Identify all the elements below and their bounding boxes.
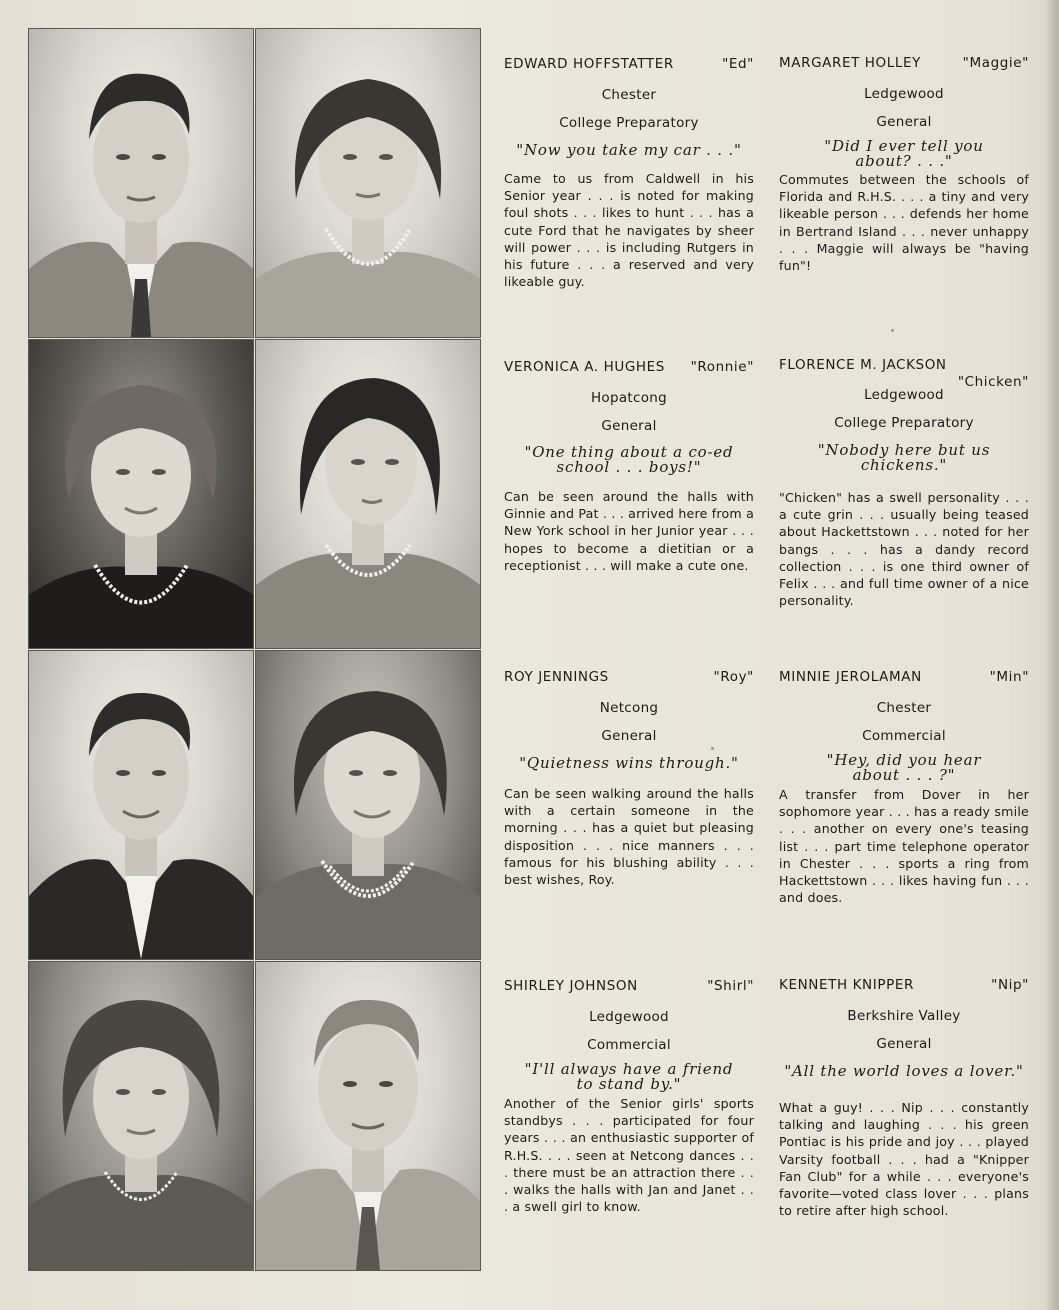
student-course: Commercial: [862, 728, 946, 744]
student-quote: "All the world loves a lover.": [784, 1062, 1024, 1080]
portrait-photo: [28, 339, 254, 649]
portrait-photo: [28, 961, 254, 1271]
student-name: KENNETH KNIPPER: [779, 977, 914, 993]
student-entry: [779, 669, 1029, 906]
student-course: Commercial: [587, 1037, 671, 1053]
portrait-photo: [255, 650, 481, 960]
student-nickname: "Ronnie": [690, 359, 754, 375]
student-nickname: "Roy": [713, 669, 754, 685]
student-nickname: "Ed": [722, 56, 754, 72]
student-nickname: "Min": [989, 669, 1029, 685]
student-name: ROY JENNINGS: [504, 669, 609, 685]
portrait-photo: [255, 961, 481, 1271]
print-speck: [711, 747, 714, 750]
student-town: Hopatcong: [590, 390, 668, 406]
student-course: General: [601, 418, 657, 434]
student-name: FLORENCE M. JACKSON: [779, 357, 947, 373]
student-description: Came to us from Caldwell in his Senior year . . . is noted for making foul shots . . . likes to hunt . . . has a cute Ford that he navigates by sheer will power . . . is including Rutgers in his future . . . a reserved and very likeable guy.: [504, 171, 754, 290]
student-quote: "Nobody here but us chickens.": [817, 441, 991, 474]
student-entry: [504, 56, 754, 290]
student-town: Berkshire Valley: [847, 1008, 961, 1024]
student-nickname: "Maggie": [962, 55, 1029, 71]
student-quote: "Did I ever tell you about? . . .": [824, 137, 984, 170]
student-entry: [779, 357, 1029, 609]
student-town: Netcong: [599, 700, 659, 716]
student-name: MARGARET HOLLEY: [779, 55, 922, 71]
student-name: VERONICA A. HUGHES: [504, 359, 665, 375]
student-description: Can be seen around the halls with Ginnie and Pat . . . arrived here from a New York school in her Junior year . . . hopes to become a dietitian or a receptionist . . . will make a cute one.: [504, 489, 754, 573]
portrait-photo: [255, 28, 481, 338]
student-nickname: "Chicken": [957, 374, 1029, 390]
student-entry: [504, 978, 754, 1215]
page-edge-shadow: [1045, 0, 1059, 1310]
student-description: Another of the Senior girls' sports standbys . . . participated for four years . . . an enthusiastic supporter of R.H.S. . . . seen at Netcong dances . . . there must be an attraction there . . . walks the halls with Jan and Janet . . . a swell girl to know.: [504, 1096, 754, 1215]
student-quote: "Quietness wins through.": [519, 754, 739, 772]
student-course: College Preparatory: [834, 415, 974, 431]
student-town: Chester: [876, 700, 932, 716]
print-speck: [891, 329, 894, 332]
student-entry: [504, 359, 754, 574]
student-description: Commutes between the schools of Florida and R.H.S. . . . a tiny and very likeable person . . . defends her home in Bertrand Island . . . never unhappy . . . Maggie will always be "having fun"!: [779, 172, 1029, 274]
student-course: General: [876, 1036, 932, 1052]
student-nickname: "Nip": [991, 977, 1029, 993]
student-description: Can be seen walking around the halls with a certain someone in the morning . . . has a quiet but pleasing disposition . . . nice manners . . . famous for his blushing ability . . . best wishes, Roy.: [504, 786, 754, 888]
student-name: SHIRLEY JOHNSON: [504, 978, 638, 994]
student-entry: [504, 669, 754, 888]
student-town: Ledgewood: [864, 86, 944, 102]
portrait-photo: [28, 28, 254, 338]
student-quote: "Hey, did you hear about . . . ?": [826, 751, 982, 784]
student-description: What a guy! . . . Nip . . . constantly talking and laughing . . . his green Pontiac is his pride and joy . . . played Varsity football . . . had a "Knipper Fan Club" for a while . . . everyone's favorite—voted class lover . . . plans to retire after high school.: [779, 1100, 1029, 1219]
student-entry: [779, 977, 1029, 1219]
portrait-photo: [255, 339, 481, 649]
student-quote: "I'll always have a friend to stand by.": [524, 1060, 734, 1093]
student-course: General: [601, 728, 657, 744]
student-quote: "Now you take my car . . .": [516, 141, 742, 159]
student-name: MINNIE JEROLAMAN: [779, 669, 922, 685]
student-entry: [779, 55, 1029, 274]
portrait-photo: [28, 650, 254, 960]
student-nickname: "Shirl": [707, 978, 754, 994]
student-town: Ledgewood: [864, 387, 944, 403]
student-town: Chester: [601, 87, 657, 103]
student-description: A transfer from Dover in her sophomore year . . . has a ready smile . . . another on every one's teasing list . . . part time telephone operator in Chester . . . sports a ring from Hackettstown . . . likes having fun . . . and does.: [779, 787, 1029, 906]
student-name: EDWARD HOFFSTATTER: [504, 56, 674, 72]
student-quote: "One thing about a co-ed school . . . boys!": [524, 443, 734, 476]
student-town: Ledgewood: [589, 1009, 669, 1025]
student-course: College Preparatory: [559, 115, 699, 131]
student-course: General: [876, 114, 932, 130]
student-description: "Chicken" has a swell personality . . . a cute grin . . . usually being teased about Hackettstown . . . noted for her bangs . . . has a dandy record collection . . . is one third owner of Felix . . . and full time owner of a nice personality.: [779, 490, 1029, 609]
